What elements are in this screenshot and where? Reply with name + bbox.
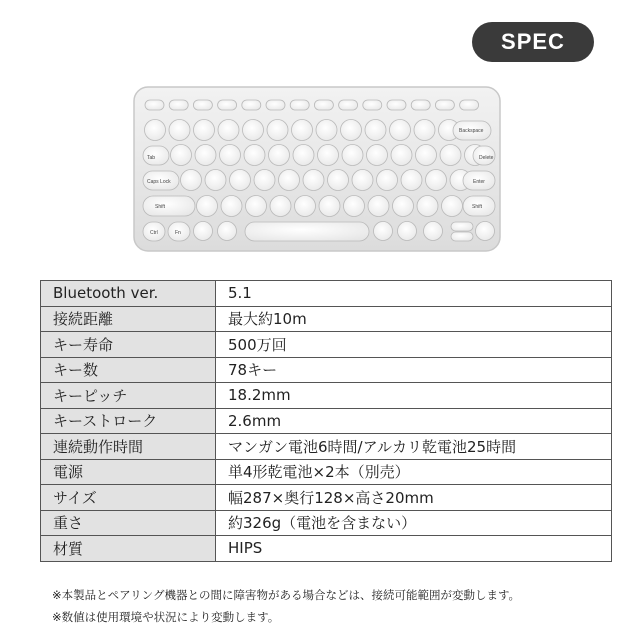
number-key [292,120,313,141]
letter-key [342,145,363,166]
function-key [460,100,479,110]
spec-label: キーピッチ [41,383,216,409]
letter-key [254,170,275,191]
letter-key [246,196,267,217]
number-key [145,120,166,141]
function-key [314,100,333,110]
function-key [363,100,382,110]
spec-badge: SPEC [472,22,594,62]
spec-table [40,280,612,562]
spec-label: 重さ [41,510,216,536]
function-key [218,100,237,110]
spec-row [41,357,612,383]
number-key [218,120,239,141]
spec-row [41,383,612,409]
arrow-right-key [476,222,495,241]
letter-key [417,196,438,217]
letter-key [295,196,316,217]
key-delete-label: Delete [479,155,494,161]
letter-key [319,196,340,217]
letter-key [328,170,349,191]
letter-key [318,145,339,166]
key [398,222,417,241]
function-key [387,100,406,110]
letter-key [205,170,226,191]
letter-key [426,170,447,191]
keyboard-illustration [133,86,501,252]
spec-value: 2.6mm [216,408,612,434]
spec-label: Bluetooth ver. [41,281,216,307]
letter-key [293,145,314,166]
spec-row [41,459,612,485]
spec-value: 500万回 [216,332,612,358]
number-key [243,120,264,141]
spec-value: HIPS [216,536,612,562]
key-shift-right-label: Shift [472,204,483,210]
key-shift-left-label: Shift [155,204,166,210]
number-key [341,120,362,141]
spec-row [41,434,612,460]
letter-key [220,145,241,166]
alt-key [218,222,237,241]
key-tab-label: Tab [147,155,156,161]
letter-key [442,196,463,217]
number-key [169,120,190,141]
letter-key [377,170,398,191]
letter-key [195,145,216,166]
notes [52,584,520,628]
number-key [365,120,386,141]
arrow-down-key [451,232,473,241]
spec-row [41,536,612,562]
spec-value: 18.2mm [216,383,612,409]
number-key [414,120,435,141]
letter-key [391,145,412,166]
function-key [435,100,454,110]
letter-key [303,170,324,191]
key-enter-label: Enter [473,179,485,185]
letter-key [279,170,300,191]
function-key [193,100,212,110]
spec-row [41,485,612,511]
note-line: ※本製品とペアリング機器との間に障害物がある場合などは、接続可能範囲が変動します。 [52,588,521,602]
letter-key [368,196,389,217]
shift-left-key [143,196,195,216]
arrow-up-key [451,222,473,231]
spec-row [41,332,612,358]
letter-key [197,196,218,217]
letter-key [344,196,365,217]
spec-label: 電源 [41,459,216,485]
note-line: ※数値は使用環境や状況により変動します。 [52,610,280,624]
spec-label: 連続動作時間 [41,434,216,460]
spec-label: キーストローク [41,408,216,434]
letter-key [352,170,373,191]
spec-row [41,306,612,332]
spec-row [41,510,612,536]
arrow-left-key [424,222,443,241]
letter-key [269,145,290,166]
letter-key [181,170,202,191]
function-key [411,100,430,110]
function-key [266,100,285,110]
spec-label: 接続距離 [41,306,216,332]
number-key [390,120,411,141]
key-fn-label: Fn [175,230,181,236]
letter-key [367,145,388,166]
letter-key [401,170,422,191]
spec-value: 約326g（電池を含まない） [216,510,612,536]
letter-key [393,196,414,217]
letter-key [440,145,461,166]
letter-key [230,170,251,191]
letter-key [270,196,291,217]
key [374,222,393,241]
spec-row [41,408,612,434]
letter-key [416,145,437,166]
spec-label: キー数 [41,357,216,383]
function-key [290,100,309,110]
spec-label: 材質 [41,536,216,562]
spec-value: 78キー [216,357,612,383]
function-key [339,100,358,110]
spec-label: サイズ [41,485,216,511]
function-key [242,100,261,110]
spec-label: キー寿命 [41,332,216,358]
function-key [145,100,164,110]
number-key [267,120,288,141]
function-key [169,100,188,110]
spec-value: 5.1 [216,281,612,307]
spec-value: 最大約10m [216,306,612,332]
letter-key [171,145,192,166]
spec-value: マンガン電池6時間/アルカリ乾電池25時間 [216,434,612,460]
key-caps-label: Caps Lock [147,179,171,185]
spec-value: 単4形乾電池×2本（別売） [216,459,612,485]
spec-value: 幅287×奥行128×高さ20mm [216,485,612,511]
key-ctrl-label: Ctrl [150,230,158,236]
key-backspace-label: Backspace [459,128,484,134]
keyboard-image [133,86,501,256]
number-key [194,120,215,141]
space-key [245,222,369,241]
letter-key [221,196,242,217]
win-key [194,222,213,241]
number-key [316,120,337,141]
letter-key [244,145,265,166]
spec-row [41,281,612,307]
